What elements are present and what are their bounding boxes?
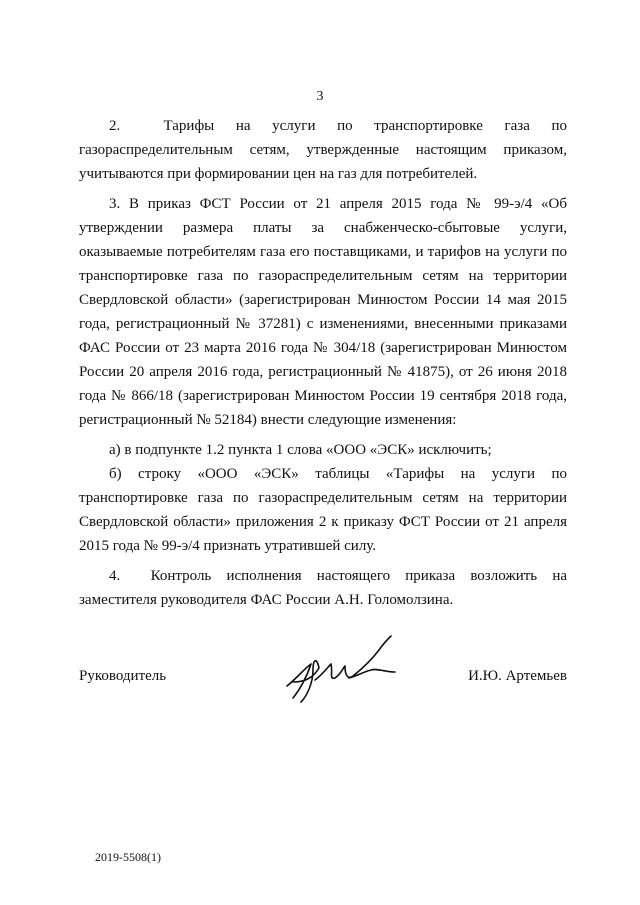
page-number: 3 (316, 89, 324, 104)
signatory-title: Руководитель (79, 668, 167, 684)
paragraph-3-item-a: а) в подпункте 1.2 пункта 1 слова «ООО «ЭСК» исключить; (109, 442, 492, 458)
paragraph-2: 2. Тарифы на услуги по транспортировке газа по газораспределительным сетям, утвержденные настоящим приказом, учитываются при формировании цен на газ для потребителей. (79, 118, 567, 182)
document-code: 2019-5508(1) (95, 850, 161, 864)
paragraph-3-item-b: б) строку «ООО «ЭСК» таблицы «Тарифы на услуги по транспортировке газа по газораспределительным сетям на территории Свердловской области» приложения 2 к приказу ФСТ России от 21 апреля 2015 года № 99-э/4 признать утратившей силу. (79, 466, 567, 554)
paragraph-3: 3. В приказ ФСТ России от 21 апреля 2015 года № 99-э/4 «Об утверждении размера платы за снабженческо-сбытовые услуги, оказываемые потребителям газа его поставщиками, и тарифов на услуги по транспортировке газа по газораспределительным сетям на территории Свердловской области» (зарегистрирован Минюстом России 14 мая 2015 года, регистрационный № 37281) с изменениями, внесенными приказами ФАС России от 23 марта 2016 года № 304/18 (зарегистрирован Минюстом России 20 апреля 2016 года, регистрационный № 41875), от 26 июня 2018 года № 866/18 (зарегистрирован Минюстом России 19 сентября 2018 года, регистрационный № 52184) внести следующие изменения: (79, 196, 567, 428)
order-body (79, 114, 567, 618)
signatory-name: И.Ю. Артемьев (468, 668, 567, 684)
paragraph-4: 4. Контроль исполнения настоящего приказа возложить на заместителя руководителя ФАС России А.Н. Голомолзина. (79, 568, 567, 608)
signature-block (79, 668, 567, 692)
